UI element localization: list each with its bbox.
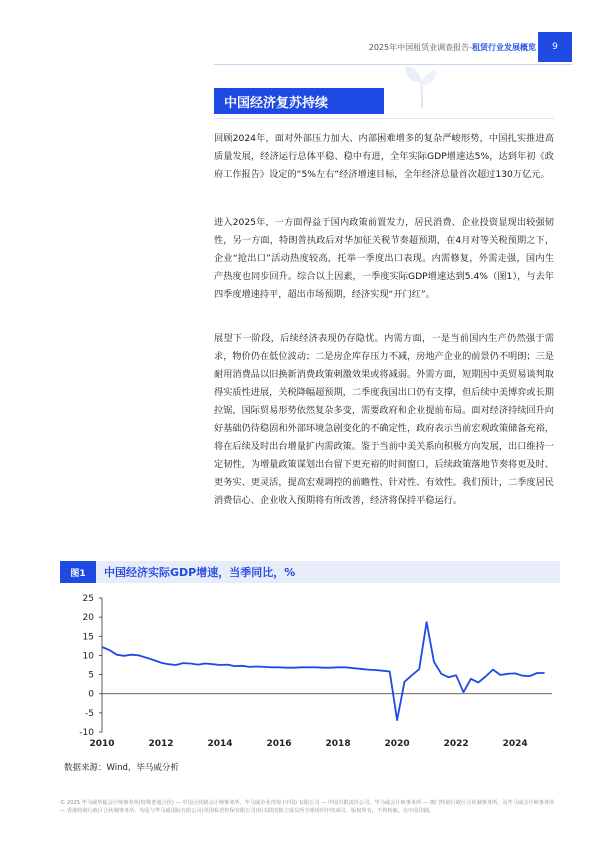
paragraph-1: 回顾2024年，面对外部压力加大、内部困难增多的复杂严峻形势，中国扎实推进高质量发展，经济运行总体平稳、稳中有进，全年实际GDP增速达5%，达到年初《政府工作报告》设定的“5%左右”经济增速目标，全年经济总量首次超过130万亿元。 [214, 133, 554, 180]
x-tick-label: 2016 [266, 739, 292, 749]
footer-copyright: © 2025 毕马威华振会计师事务所(特殊普通合伙) — 中国合伙制会计师事务所、毕马威企业咨询 (中国) 有限公司 — 中国有限责任公司、毕马威会计师事务所 — 澳门特别行政区合伙制事务所，及毕马威会计师事务所 — 香港特别行政区合伙制事务所，均是与毕马威国际有限公司(英国私营担保有限公司)相关联的独立成员所全球组织中的成员。版权所有，不得转载。在中国印刷。 [60, 800, 555, 814]
running-header [369, 42, 536, 53]
header-divider [214, 64, 572, 65]
paragraph-3: 展望下一阶段，后续经济表现仍存隐忧。内需方面，一是当前国内生产仍然强于需求，物价仍在低位波动；二是房企库存压力不减，房地产企业的前景仍不明朗；三是耐用消费品以旧换新消费政策刺激效果或将减弱。外需方面，短期因中美贸易谈判取得实质性进展，关税降幅超预期，二季度我国出口仍有支撑，但后续中美博弈或长期拉锯，国际贸易形势依然复杂多变，需要政府和企业提前布局。面对经济持续回升向好基础仍待稳固和外部环境急剧变化的不确定性，政府表示当前宏观政策储备充裕，将在后续及时出台增量扩内需政策。鉴于当前中美关系向积极方向发展，出口维持一定韧性，为增量政策谋划出台留下更充裕的时间窗口，后续政策落地节奏将更及时、更务实、更灵活，提高宏观调控的前瞻性、针对性、有效性。我们预计，二季度居民消费信心、企业收入预期将有所改善，经济将保持平稳运行。 [214, 333, 554, 506]
paragraph-2: 进入2025年，一方面得益于国内政策前置发力，居民消费、企业投资显现出较强韧性，另一方面，特朗普执政后对华加征关税节奏超预期，在4月对等关税预期之下，企业“抢出口”活动热度较高，托举一季度出口表现。内需修复，外需走强，国内生产热度也同步回升。综合以上因素，一季度实际GDP增速达到5.4%（图1），与去年四季度增速持平，超出市场预期，经济实现“开门红”。 [214, 217, 554, 300]
page-number: 9 [538, 32, 572, 62]
figure-label: 图1 [60, 561, 96, 583]
x-tick-label: 2014 [207, 739, 233, 749]
leaf-icon [400, 64, 444, 110]
x-tick-label: 2022 [443, 739, 469, 749]
y-tick-label: 0 [88, 689, 94, 700]
y-tick-label: 10 [82, 651, 94, 662]
y-tick-label: -10 [79, 728, 94, 738]
section-underline [214, 118, 554, 119]
section-title: 中国经济复苏持续 [214, 88, 384, 114]
x-tick-label: 2024 [502, 739, 528, 749]
y-tick-label: 20 [82, 613, 94, 624]
x-tick-label: 2020 [384, 739, 410, 749]
figure-title: 中国经济实际GDP增速，当季同比，% [104, 566, 296, 579]
x-tick-label: 2010 [89, 739, 115, 749]
y-tick-label: -5 [85, 708, 94, 719]
data-source: 数据来源：Wind，毕马威分析 [64, 763, 179, 773]
x-tick-label: 2018 [325, 739, 351, 749]
gdp-series-line [102, 622, 545, 720]
y-tick-label: 25 [82, 594, 94, 604]
gdp-line-chart [60, 590, 560, 758]
section-name: 租赁行业发展概览 [472, 43, 536, 52]
report-title: 2025年中国租赁业调查报告- [368, 43, 472, 52]
x-tick-label: 2012 [148, 739, 174, 749]
y-tick-label: 5 [88, 670, 94, 681]
y-tick-label: 15 [82, 632, 94, 643]
